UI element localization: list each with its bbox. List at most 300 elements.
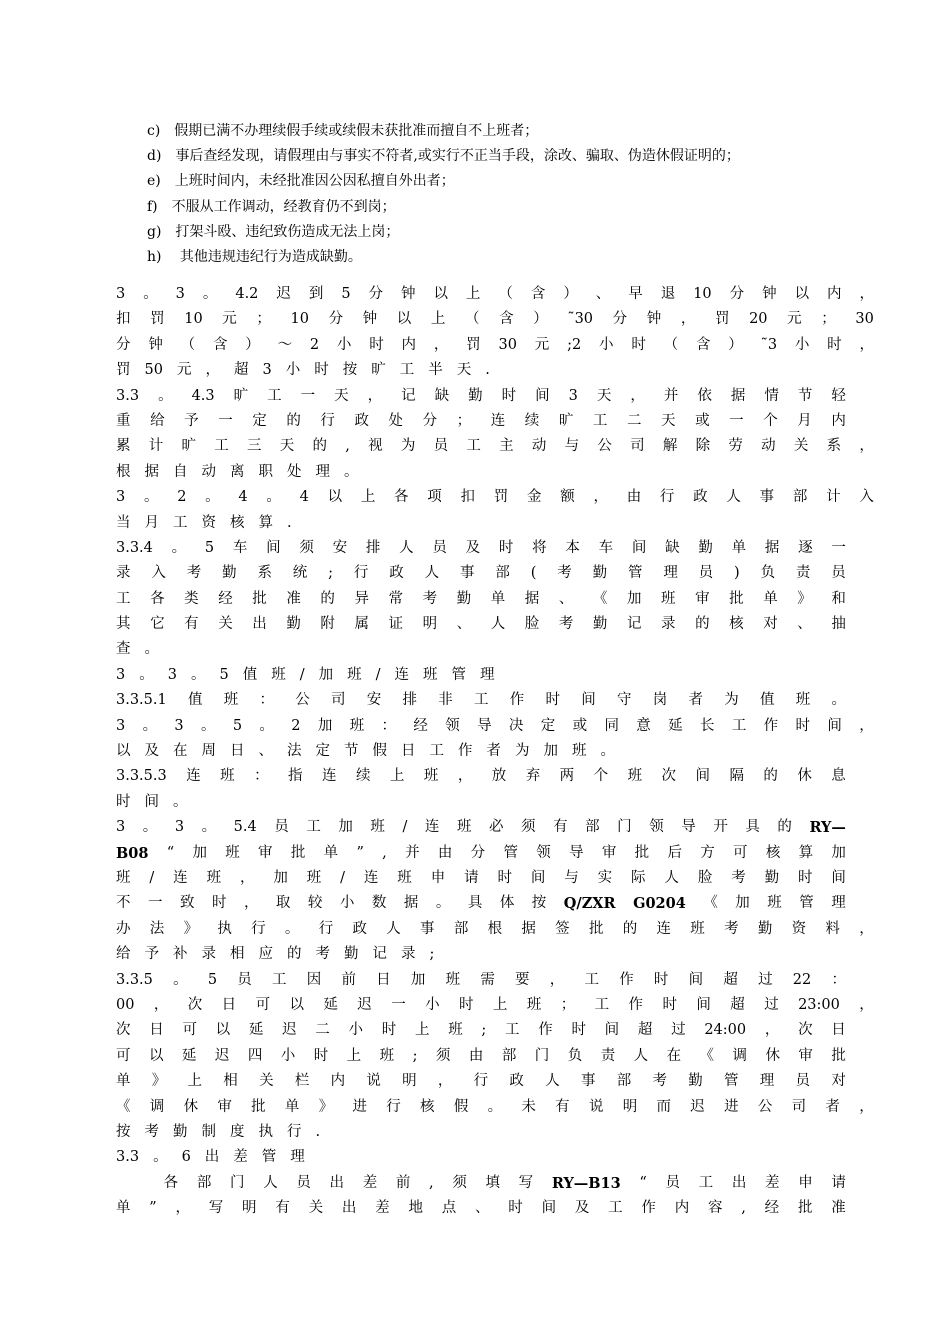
text-token: 理 [831,895,846,912]
text-token: 分 [328,311,344,328]
text-token: 累 [116,438,131,455]
text-token: 据 [524,590,540,607]
text-token: 3 [116,819,126,836]
text-token: 班 [448,1022,463,1039]
text-line [116,561,846,586]
text-token: 20 [749,311,768,328]
text-token: 管 [799,895,814,912]
text-line [116,993,874,1018]
text-token: 考 [724,920,739,937]
text-token: ， [457,768,473,785]
text-token: 时 [797,869,813,886]
text-token: ” [356,844,364,861]
text-token: 其 [116,616,131,633]
text-token: 。 [201,717,216,734]
text-token: 3.3 [116,1149,140,1166]
text-token: 领 [536,844,551,861]
text-token: 当 [116,514,131,531]
text-token: ： [831,971,846,988]
text-token: 为 [515,743,530,760]
text-token: 以 [396,311,412,328]
text-token: 动 [531,438,547,455]
text-token: ， [859,286,874,302]
text-token: 行 [287,1123,302,1140]
text-token: 退 [660,286,676,302]
text-token: 。 [153,1149,168,1166]
text-token: 。 [205,489,220,506]
text-token: 明 [622,1098,638,1115]
text-token: 的 [320,590,335,607]
text-token: 日 [401,743,416,760]
text-token: 罚 [714,311,730,328]
text-token: 有 [184,616,199,633]
text-token: 行 [318,920,334,937]
text-token: 考 [557,565,572,582]
text-token: 《 [116,1098,131,1115]
text-token: 记 [626,616,642,633]
text-token: 依 [697,387,712,404]
text-token: 以 [794,286,810,302]
text-token: 因 [306,971,322,988]
text-token: 4.3 [191,387,215,404]
text-token: 连 [424,819,440,836]
text-token: 3 [174,819,185,836]
text-token: 连 [490,412,506,429]
text-token: 作 [763,717,779,734]
text-token: 钟 [646,311,662,328]
text-token: 理 [315,463,330,480]
text-token: 算 [798,844,814,861]
text-token: 班 [271,666,286,683]
text-token: 旷 [371,362,386,379]
text-token: 执 [217,920,232,937]
text-token: 可 [255,996,271,1013]
text-token: 导 [681,819,696,836]
text-token: 与 [564,438,580,455]
text-token: 过 [671,1022,686,1039]
text-token: 部 [792,489,808,506]
text-token: B08 [116,844,149,862]
text-token: 处 [388,412,403,429]
text-token: 离 [230,463,245,480]
text-token: 明 [242,1200,257,1217]
text-token: 的 [312,438,327,455]
text-token: / [340,869,346,886]
text-token: 必 [488,819,504,836]
text-token: 关 [218,616,233,633]
text-token: 时 [314,362,329,379]
text-token: 弃 [525,768,541,785]
text-token: 单 [490,590,506,607]
text-token: 同 [604,717,619,734]
text-line [116,333,874,358]
text-token: 有 [555,1098,570,1115]
text-token: 较 [307,895,323,912]
text-token: 申 [798,1174,813,1191]
text-token: 休 [183,1098,199,1115]
text-token: 明 [402,1073,417,1090]
text-token: 日 [230,743,245,760]
text-line [116,790,874,815]
text-token: 元 [176,362,192,379]
text-token: ， [153,996,169,1013]
text-line [116,942,874,967]
text-token: 分 [729,286,745,302]
text-token: ： [254,768,269,785]
text-token: 超 [233,362,249,379]
text-token: ， [630,387,645,404]
text-token: 政 [352,920,367,937]
text-token: 以 [116,743,131,760]
text-line [116,612,846,637]
text-token: 由 [626,489,642,506]
text-token: 定 [540,717,556,734]
text-token: 4.2 [235,286,259,302]
text-token: 日 [221,996,237,1013]
text-token: 工 [272,971,287,988]
text-token: 经 [764,1200,780,1217]
text-token: , [429,1174,434,1191]
text-token: 意 [636,717,651,734]
text-token: 单 [323,844,339,861]
text-token: 与 [564,869,579,886]
text-token: 理 [290,1149,305,1166]
text-token: 一 [391,996,406,1013]
text-token: 补 [173,946,188,963]
text-token: 钟 [148,336,163,353]
text-token: 致 [179,895,195,912]
text-token: 分 [470,844,486,861]
text-token: 班 [795,692,811,709]
text-token: 的 [695,616,710,633]
text-token: 3.3.4 [116,539,153,556]
text-token: 5 [341,286,351,302]
text-token: 小 [348,1022,364,1039]
text-token: 内 [831,412,846,429]
text-token: 事 [459,565,475,582]
text-token: ） [563,286,578,302]
text-line [116,815,846,840]
text-token: 含 [499,311,514,328]
text-token: ; [481,1022,487,1039]
text-token: 人 [726,489,741,506]
text-token: 脸 [524,616,540,633]
text-token: 门 [534,1047,550,1064]
text-token: 二 [315,1022,330,1039]
text-token: 料 [825,920,840,937]
text-token: 负 [567,1047,583,1064]
text-token: 过 [764,996,779,1013]
text-token: 出 [731,1174,747,1191]
text-token: “ [166,844,175,861]
text-token: 旷 [233,387,249,404]
text-token: 并 [663,387,679,404]
text-token: 门 [617,819,632,836]
text-token: 。 [202,286,218,302]
text-token: 关 [793,438,809,455]
text-token: 部 [585,819,600,836]
text-token: 统 [292,565,308,582]
text-token: 管 [503,844,518,861]
text-token: 者 [486,743,501,760]
text-token: 可 [733,844,748,861]
text-token: 时 [381,1022,397,1039]
text-token: 时 [459,996,474,1013]
text-token: 管 [627,565,643,582]
text-token: 根 [116,463,131,480]
text-token: 或 [695,412,710,429]
text-token: 须 [435,1047,451,1064]
text-token: 二 [626,412,642,429]
text-token: 3.3.5 [116,971,153,988]
text-token: 早 [628,286,643,302]
text-token: 除 [695,438,711,455]
text-token: 元 [222,311,237,328]
text-token: 工 [731,717,747,734]
text-token: 一 [218,412,233,429]
text-token: 管 [451,666,466,683]
text-token: 班 [526,996,542,1013]
text-token: 。 [190,666,206,683]
text-token: 加 [192,844,207,861]
text-token: 填 [485,1174,500,1191]
text-token: 班 [225,844,240,861]
text-token: 勤 [592,616,608,633]
text-token: 间 [696,996,711,1013]
text-token: （ [465,311,480,328]
text-token: 3.3 [116,387,140,404]
text-token: 单 [284,1098,300,1115]
text-token: 。 [266,489,281,506]
text-token: 栏 [294,1073,310,1090]
text-line [116,536,846,561]
text-token: 脸 [697,869,713,886]
text-token: 批 [797,1200,813,1217]
text-token [116,1171,145,1196]
text-token: 出 [329,1174,345,1191]
text-token: 5 [219,666,229,683]
text-token: 理 [663,565,678,582]
text-token: 》 [318,1098,334,1115]
text-token: 扣 [116,311,131,328]
text-token: 小 [336,336,352,353]
text-token: ， [205,362,220,379]
text-token: 考 [731,869,746,886]
text-token: 方 [700,844,715,861]
text-line [116,1145,874,1170]
text-token: 《 [699,1047,715,1064]
text-token: 审 [798,1047,813,1064]
text-token: 异 [354,590,369,607]
text-token: 时 [545,692,560,709]
text-token: 资 [791,920,807,937]
text-token: 班 [223,692,239,709]
text-token: 上 [465,286,481,302]
text-token: 考 [652,1073,667,1090]
text-token: 行 [320,412,335,429]
text-token: 指 [288,768,303,785]
text-token: 间 [831,869,846,886]
text-token: 4 [299,489,309,506]
text-token: 政 [389,565,404,582]
text-token: 工 [429,743,444,760]
text-token: 次 [661,768,677,785]
text-token: 为 [400,438,416,455]
text-line [116,1196,846,1221]
text-token: 间 [530,869,546,886]
text-token: ， [859,920,874,937]
text-token: 班 [423,768,439,785]
text-token: 未 [521,1098,536,1115]
text-token: 相 [230,946,245,963]
text-token: 。 [142,717,158,734]
text-token: 据 [403,895,419,912]
text-token: 日 [831,1022,846,1039]
text-token: 小 [280,1047,296,1064]
text-token: ； [256,311,271,328]
text-token: 录 [201,946,216,963]
text-line [116,307,874,332]
text-token: 负 [760,565,776,582]
text-token: 分 [612,311,628,328]
text-token: ； [560,996,576,1013]
text-token: 可 [182,1022,197,1039]
text-token: 3.3.5.3 [116,768,167,785]
text-token: 。 [143,286,158,302]
text-token: 。 [487,1098,503,1115]
text-token: 作 [509,692,525,709]
text-token: ： [381,717,397,734]
text-token: 非 [438,692,453,709]
text-line [116,637,874,662]
text-line [116,434,874,459]
text-token: 法 [149,920,165,937]
text-token: 2 [177,489,187,506]
text-token: 作 [458,743,473,760]
text-token: 司 [791,1098,807,1115]
text-token: 钟 [762,286,777,302]
text-token: 要 [515,971,530,988]
text-token: 勤 [592,565,608,582]
text-line [116,1095,874,1120]
text-token: ， [433,336,449,353]
text-token: 放 [491,768,507,785]
text-token: 节 [344,743,359,760]
text-token: 、 [558,590,574,607]
text-token: 工 [116,590,131,607]
text-token: 入 [151,565,166,582]
text-token: ; [412,1047,418,1064]
text-token: 及 [144,743,159,760]
text-token: 小 [794,336,810,353]
text-token: 对 [763,616,778,633]
text-token: 半 [428,362,443,379]
text-token: 5 [232,717,243,734]
text-token: 时 [313,1047,329,1064]
text-token: 算 [258,514,273,531]
text-token: 人 [545,1073,560,1090]
text-token: 班 [627,768,643,785]
text-token: 值 [187,692,203,709]
text-token: 部 [196,1174,212,1191]
text-token: 。 [158,387,173,404]
text-token: 内 [827,286,842,302]
text-token: 说 [588,1098,604,1115]
text-token: 批 [251,1098,266,1115]
text-token: 各 [163,1174,179,1191]
text-token: 责 [795,565,811,582]
text-token: RY—B13 [551,1174,621,1192]
text-token: 工 [594,996,610,1013]
text-token: 小 [425,996,440,1013]
text-token: （ [663,336,679,353]
text-token: 周 [201,743,216,760]
text-token: 加 [735,895,750,912]
text-token: 《 [703,895,718,912]
text-token: 由 [468,1047,484,1064]
text-token: 。 [142,819,158,836]
text-line [116,1120,874,1145]
text-token: 时 [631,336,646,353]
text-line [116,587,846,612]
list-item: e) 上班时间内，未经批准因公因私擅自外出者； [147,173,455,190]
text-token: 时 [795,717,810,734]
text-token: 调 [149,1098,165,1115]
text-token: 迟 [276,286,291,302]
text-token: 3 [262,362,272,379]
text-token: 人 [664,869,679,886]
text-token: 据 [730,387,746,404]
text-token: 勤 [173,1123,188,1140]
text-token: 常 [388,590,403,607]
text-token: 给 [150,412,165,429]
list-item: f) 不服从工作调动，经教育仍不到岗； [147,198,396,215]
text-token: 天 [279,438,295,455]
text-token: 》 [797,590,812,607]
text-line [116,1069,846,1094]
text-token: 审 [695,590,710,607]
text-token: 时 [501,387,517,404]
text-token: 开 [713,819,728,836]
text-token: 勤 [344,946,359,963]
text-token: 息 [831,768,846,785]
text-token: 罚 [150,311,165,328]
text-token: 以 [433,286,448,302]
text-line [116,409,846,434]
text-token: 人 [386,920,401,937]
text-line [116,1044,846,1069]
text-token: 需 [480,971,495,988]
text-token: 旷 [558,412,574,429]
text-token: 10 [184,311,203,328]
text-token: 经 [413,717,428,734]
text-token: 》 [151,1073,167,1090]
text-token: 30 [498,336,517,353]
text-token: 际 [631,869,646,886]
text-token: 加 [317,717,333,734]
text-token: ， [859,438,874,455]
text-token: 行 [386,1098,401,1115]
text-token: 办 [116,920,131,937]
text-token: ， [437,1073,453,1090]
text-token: 次 [187,996,203,1013]
text-token: 10 [290,311,309,328]
text-token: 勤 [468,387,483,404]
text-token: 班 [370,819,385,836]
text-token: 属 [354,616,369,633]
text-token: / [375,666,381,683]
text-token: 据 [521,920,536,937]
